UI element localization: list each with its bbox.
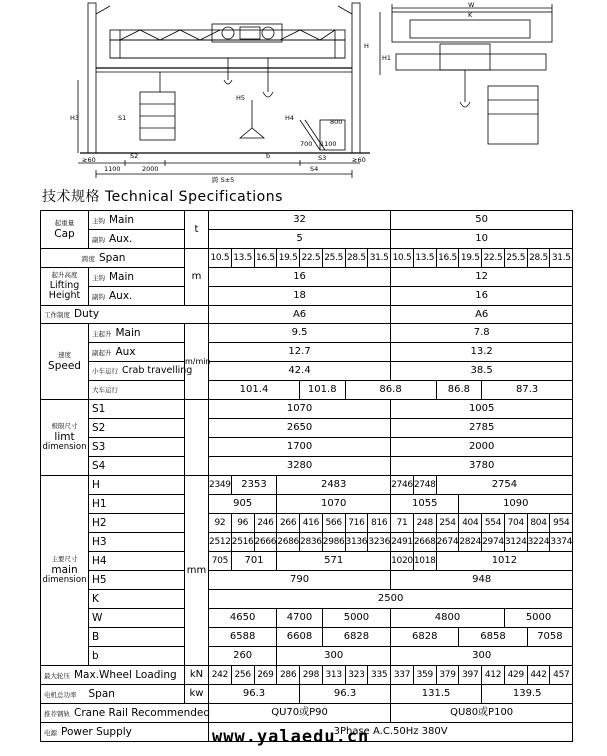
- row-rail: [41, 704, 573, 723]
- drawing-label-1100b: 1100: [320, 140, 337, 148]
- speed-trolley-value: 86.8: [436, 381, 482, 400]
- dim-h2-value: 554: [482, 514, 505, 533]
- dim-h4-value: 1012: [436, 552, 573, 571]
- drawing-label-ge60-left: ≥60: [82, 156, 96, 164]
- dim-h2-value: 954: [550, 514, 573, 533]
- dim-h2-value: 716: [345, 514, 368, 533]
- row-dim-h2: [41, 514, 573, 533]
- row-dim-h3: [41, 533, 573, 552]
- span-value: 31.5: [550, 249, 573, 268]
- cap-unit: t: [185, 211, 209, 249]
- limit-key: S3: [89, 438, 185, 457]
- drawing-label-s2: S2: [130, 152, 139, 160]
- row-lifting-main: [41, 268, 573, 287]
- dim-key: H1: [89, 495, 185, 514]
- span-value: 13.5: [231, 249, 254, 268]
- drawing-label-800: 800: [330, 118, 343, 126]
- dim-h3-value: 2516: [231, 533, 254, 552]
- dim-B-value: 6608: [277, 628, 323, 647]
- dim-w-value: 4800: [391, 609, 505, 628]
- wheel-value: 286: [277, 666, 300, 685]
- dim-h4-value: 705: [209, 552, 232, 571]
- span-value: 19.5: [459, 249, 482, 268]
- wheel-value: 298: [300, 666, 323, 685]
- dim-h3-value: 3224: [527, 533, 550, 552]
- row-limit-s4: [41, 457, 573, 476]
- speed-crab-label: 小车运行 Crab travelling: [89, 362, 185, 381]
- wheel-value: 313: [322, 666, 345, 685]
- drawing-label-h: H: [364, 42, 369, 50]
- drawing-label-k: K: [468, 11, 473, 19]
- row-dim-h4: [41, 552, 573, 571]
- speed-label: 速度 Speed: [41, 324, 89, 400]
- dim-h3-value: 3136: [345, 533, 368, 552]
- span-value: 16.5: [436, 249, 459, 268]
- dim-h3-value: 3124: [504, 533, 527, 552]
- span-value: 25.5: [322, 249, 345, 268]
- drawing-label-h4: H4: [285, 114, 295, 122]
- dim-h4-value: 571: [277, 552, 391, 571]
- drawing-label-1100: 1100: [104, 165, 121, 173]
- wheel-label: 最大轮压 Max.Wheel Loading: [41, 666, 185, 685]
- wheel-unit: kN: [185, 666, 209, 685]
- dim-h3-value: 2836: [300, 533, 323, 552]
- speed-crab-32: 42.4: [209, 362, 391, 381]
- drawing-label-b: b: [266, 152, 271, 160]
- dim-h2-value: 816: [368, 514, 391, 533]
- span-label: 跨度 Span: [41, 249, 185, 268]
- wheel-value: 429: [504, 666, 527, 685]
- row-speed-crab: [41, 362, 573, 381]
- row-speed-main: [41, 324, 573, 343]
- speed-crab-50: 38.5: [391, 362, 573, 381]
- main-dimension-label: 主要尺寸 main dimension: [41, 476, 89, 666]
- dim-h3-value: 3374: [550, 533, 573, 552]
- dim-h5-value: 948: [391, 571, 573, 590]
- dim-w-value: 5000: [322, 609, 390, 628]
- dim-h2-value: 704: [504, 514, 527, 533]
- drawing-label-2000: 2000: [142, 165, 159, 173]
- wheel-value: 337: [391, 666, 414, 685]
- lifting-label: 起升高度 Lifting Height: [41, 268, 89, 306]
- dim-h3-value: 2512: [209, 533, 232, 552]
- dim-w-value: 5000: [504, 609, 572, 628]
- limit-key: S1: [89, 400, 185, 419]
- duty-50: A6: [391, 306, 573, 324]
- technical-specifications-table: [40, 210, 573, 742]
- wheel-value: 359: [413, 666, 436, 685]
- limit-key: S4: [89, 457, 185, 476]
- limit-s4-32: 3280: [209, 457, 391, 476]
- dim-h3-value: 2986: [322, 533, 345, 552]
- duty-32: A6: [209, 306, 391, 324]
- speed-main-50: 7.8: [391, 324, 573, 343]
- dim-key: B: [89, 628, 185, 647]
- dim-B-value: 6858: [459, 628, 527, 647]
- dim-h4-value: 1018: [413, 552, 436, 571]
- row-dim-w: [41, 609, 573, 628]
- lifting-main-50: 12: [391, 268, 573, 287]
- drawing-label-ge60-right: ≥60: [352, 156, 366, 164]
- lifting-aux-32: 18: [209, 287, 391, 306]
- span-value: 19.5: [277, 249, 300, 268]
- dim-h3-value: 2824: [459, 533, 482, 552]
- dim-h3-value: 2686: [277, 533, 300, 552]
- wheel-value: 412: [482, 666, 505, 685]
- row-limit-s1: [41, 400, 573, 419]
- speed-trolley-value: 86.8: [345, 381, 436, 400]
- lifting-aux-label: 副钩 Aux.: [89, 287, 185, 306]
- speed-main-label: 主起升 Main: [89, 324, 185, 343]
- dim-B-value: 6588: [209, 628, 277, 647]
- row-dim-h: [41, 476, 573, 495]
- dim-key: H: [89, 476, 185, 495]
- power-span-label: 电机总功率 Span: [41, 685, 185, 704]
- crane-technical-drawing: [0, 0, 607, 186]
- supply-value: 3Phase A.C.50Hz 380V: [209, 723, 573, 742]
- row-power-span: [41, 685, 573, 704]
- limit-key: S2: [89, 419, 185, 438]
- cap-main-32: 32: [209, 211, 391, 230]
- span-value: 28.5: [527, 249, 550, 268]
- dim-key: H4: [89, 552, 185, 571]
- drawing-label-h5: H5: [236, 94, 246, 102]
- power-span-unit: kw: [185, 685, 209, 704]
- cap-main-50: 50: [391, 211, 573, 230]
- span-value: 22.5: [482, 249, 505, 268]
- row-cap-main: [41, 211, 573, 230]
- dim-h1-value: 905: [209, 495, 277, 514]
- speed-trolley-value: 101.4: [209, 381, 300, 400]
- dim-h5-value: 790: [209, 571, 391, 590]
- span-value: 31.5: [368, 249, 391, 268]
- dim-h4-value: 701: [231, 552, 277, 571]
- dim-h3-value: 2974: [482, 533, 505, 552]
- dim-key: H2: [89, 514, 185, 533]
- watermark-url: www.yalaedu.cn: [212, 727, 370, 747]
- row-duty: [41, 306, 573, 324]
- lifting-main-label: 主钩 Main: [89, 268, 185, 287]
- row-dim-h5: [41, 571, 573, 590]
- cap-main-label: 主钩 Main: [89, 211, 185, 230]
- speed-trolley-label: 大车运行: [89, 381, 185, 400]
- limit-s1-32: 1070: [209, 400, 391, 419]
- row-dim-b-upper: [41, 628, 573, 647]
- dim-key: H3: [89, 533, 185, 552]
- wheel-value: 457: [550, 666, 573, 685]
- dim-h-value: 2349: [209, 476, 232, 495]
- row-speed-aux: [41, 343, 573, 362]
- row-lifting-aux: [41, 287, 573, 306]
- row-limit-s2: [41, 419, 573, 438]
- dim-h4-value: 1020: [391, 552, 414, 571]
- row-span: [41, 249, 573, 268]
- limit-s4-50: 3780: [391, 457, 573, 476]
- dim-B-value: 6828: [322, 628, 390, 647]
- wheel-value: 379: [436, 666, 459, 685]
- span-value: 13.5: [413, 249, 436, 268]
- row-limit-s3: [41, 438, 573, 457]
- dim-h2-value: 96: [231, 514, 254, 533]
- row-speed-trolley: [41, 381, 573, 400]
- dim-b-value: 300: [277, 647, 391, 666]
- side-view-cab: [488, 86, 538, 144]
- dim-h2-value: 416: [300, 514, 323, 533]
- drawing-label-s4: S4: [310, 165, 319, 173]
- dim-h1-value: 1090: [459, 495, 573, 514]
- dim-h2-value: 266: [277, 514, 300, 533]
- dim-key: b: [89, 647, 185, 666]
- dim-h-value: 2754: [436, 476, 573, 495]
- lifting-main-32: 16: [209, 268, 391, 287]
- cap-aux-32: 5: [209, 230, 391, 249]
- wheel-value: 256: [231, 666, 254, 685]
- drawing-label-s1: S1: [118, 114, 127, 122]
- section-title: 技术规格 Technical Specifications: [42, 189, 283, 205]
- dim-h2-value: 71: [391, 514, 414, 533]
- span-unit: m: [185, 249, 209, 306]
- dim-unit: mm: [185, 476, 209, 666]
- dim-h2-value: 246: [254, 514, 277, 533]
- span-value: 16.5: [254, 249, 277, 268]
- limit-unit-empty: [185, 400, 209, 476]
- span-value: 25.5: [504, 249, 527, 268]
- wheel-value: 442: [527, 666, 550, 685]
- dim-h1-value: 1070: [277, 495, 391, 514]
- dim-b-value: 260: [209, 647, 277, 666]
- dim-h-value: 2748: [413, 476, 436, 495]
- right-column-wall: [352, 3, 360, 153]
- drawing-label-700: 700: [300, 140, 313, 148]
- supply-label: 电源 Power Supply: [41, 723, 209, 742]
- limit-s3-32: 1700: [209, 438, 391, 457]
- dim-key: W: [89, 609, 185, 628]
- limit-s1-50: 1005: [391, 400, 573, 419]
- span-value: 10.5: [209, 249, 232, 268]
- wheel-value: 335: [368, 666, 391, 685]
- dim-w-value: 4700: [277, 609, 323, 628]
- speed-unit: m/min: [185, 324, 209, 400]
- dim-h2-value: 804: [527, 514, 550, 533]
- dim-h3-value: 2491: [391, 533, 414, 552]
- drawing-label-h3: H3: [70, 114, 80, 122]
- speed-aux-50: 13.2: [391, 343, 573, 362]
- dim-b-value: 300: [391, 647, 573, 666]
- left-column-wall: [88, 3, 96, 153]
- dim-h-value: 2353: [231, 476, 277, 495]
- row-wheel: [41, 666, 573, 685]
- dim-h3-value: 3236: [368, 533, 391, 552]
- row-dim-h1: [41, 495, 573, 514]
- dim-h1-value: 1055: [391, 495, 459, 514]
- span-value: 10.5: [391, 249, 414, 268]
- rail-label: 推荐钢轨 Crane Rail Recommended: [41, 704, 209, 723]
- dim-h3-value: 2674: [436, 533, 459, 552]
- dim-h2-value: 254: [436, 514, 459, 533]
- dim-h2-value: 404: [459, 514, 482, 533]
- wheel-value: 397: [459, 666, 482, 685]
- dim-h2-value: 92: [209, 514, 232, 533]
- limit-s2-50: 2785: [391, 419, 573, 438]
- dim-key: K: [89, 590, 185, 609]
- speed-main-32: 9.5: [209, 324, 391, 343]
- dim-B-value: 6828: [391, 628, 459, 647]
- drawing-label-s3: S3: [318, 154, 327, 162]
- dim-h3-value: 2668: [413, 533, 436, 552]
- power-span-value: 96.3: [300, 685, 391, 704]
- dim-h-value: 2483: [277, 476, 391, 495]
- span-value: 22.5: [300, 249, 323, 268]
- wheel-value: 269: [254, 666, 277, 685]
- cap-aux-50: 10: [391, 230, 573, 249]
- dim-h3-value: 2666: [254, 533, 277, 552]
- cap-aux-label: 副钩 Aux.: [89, 230, 185, 249]
- rail-32: QU70或P90: [209, 704, 391, 723]
- drawing-label-h1: H1: [382, 54, 392, 62]
- dim-h-value: 2746: [391, 476, 414, 495]
- speed-aux-32: 12.7: [209, 343, 391, 362]
- dim-h2-value: 566: [322, 514, 345, 533]
- limit-label: 极限尺寸 limt dimension: [41, 400, 89, 476]
- row-cap-aux: [41, 230, 573, 249]
- row-dim-b-lower: [41, 647, 573, 666]
- rail-50: QU80或P100: [391, 704, 573, 723]
- cap-label: 起重量 Cap: [41, 211, 89, 249]
- dim-h2-value: 248: [413, 514, 436, 533]
- limit-s2-32: 2650: [209, 419, 391, 438]
- span-value: 28.5: [345, 249, 368, 268]
- duty-label: 工作制度 Duty: [41, 306, 209, 324]
- drawing-label-w: W: [468, 1, 475, 9]
- drawing-label-span: 跨 S±5: [212, 176, 235, 184]
- wheel-value: 323: [345, 666, 368, 685]
- wheel-value: 242: [209, 666, 232, 685]
- speed-trolley-value: 87.3: [482, 381, 573, 400]
- power-span-value: 131.5: [391, 685, 482, 704]
- row-dim-k: [41, 590, 573, 609]
- dim-w-value: 4650: [209, 609, 277, 628]
- dim-key: H5: [89, 571, 185, 590]
- power-span-value: 139.5: [482, 685, 573, 704]
- dim-k-value: 2500: [209, 590, 573, 609]
- speed-aux-label: 副起升 Aux: [89, 343, 185, 362]
- speed-trolley-value: 101.8: [300, 381, 346, 400]
- dim-B-value: 7058: [527, 628, 573, 647]
- power-span-value: 96.3: [209, 685, 300, 704]
- limit-s3-50: 2000: [391, 438, 573, 457]
- lifting-aux-50: 16: [391, 287, 573, 306]
